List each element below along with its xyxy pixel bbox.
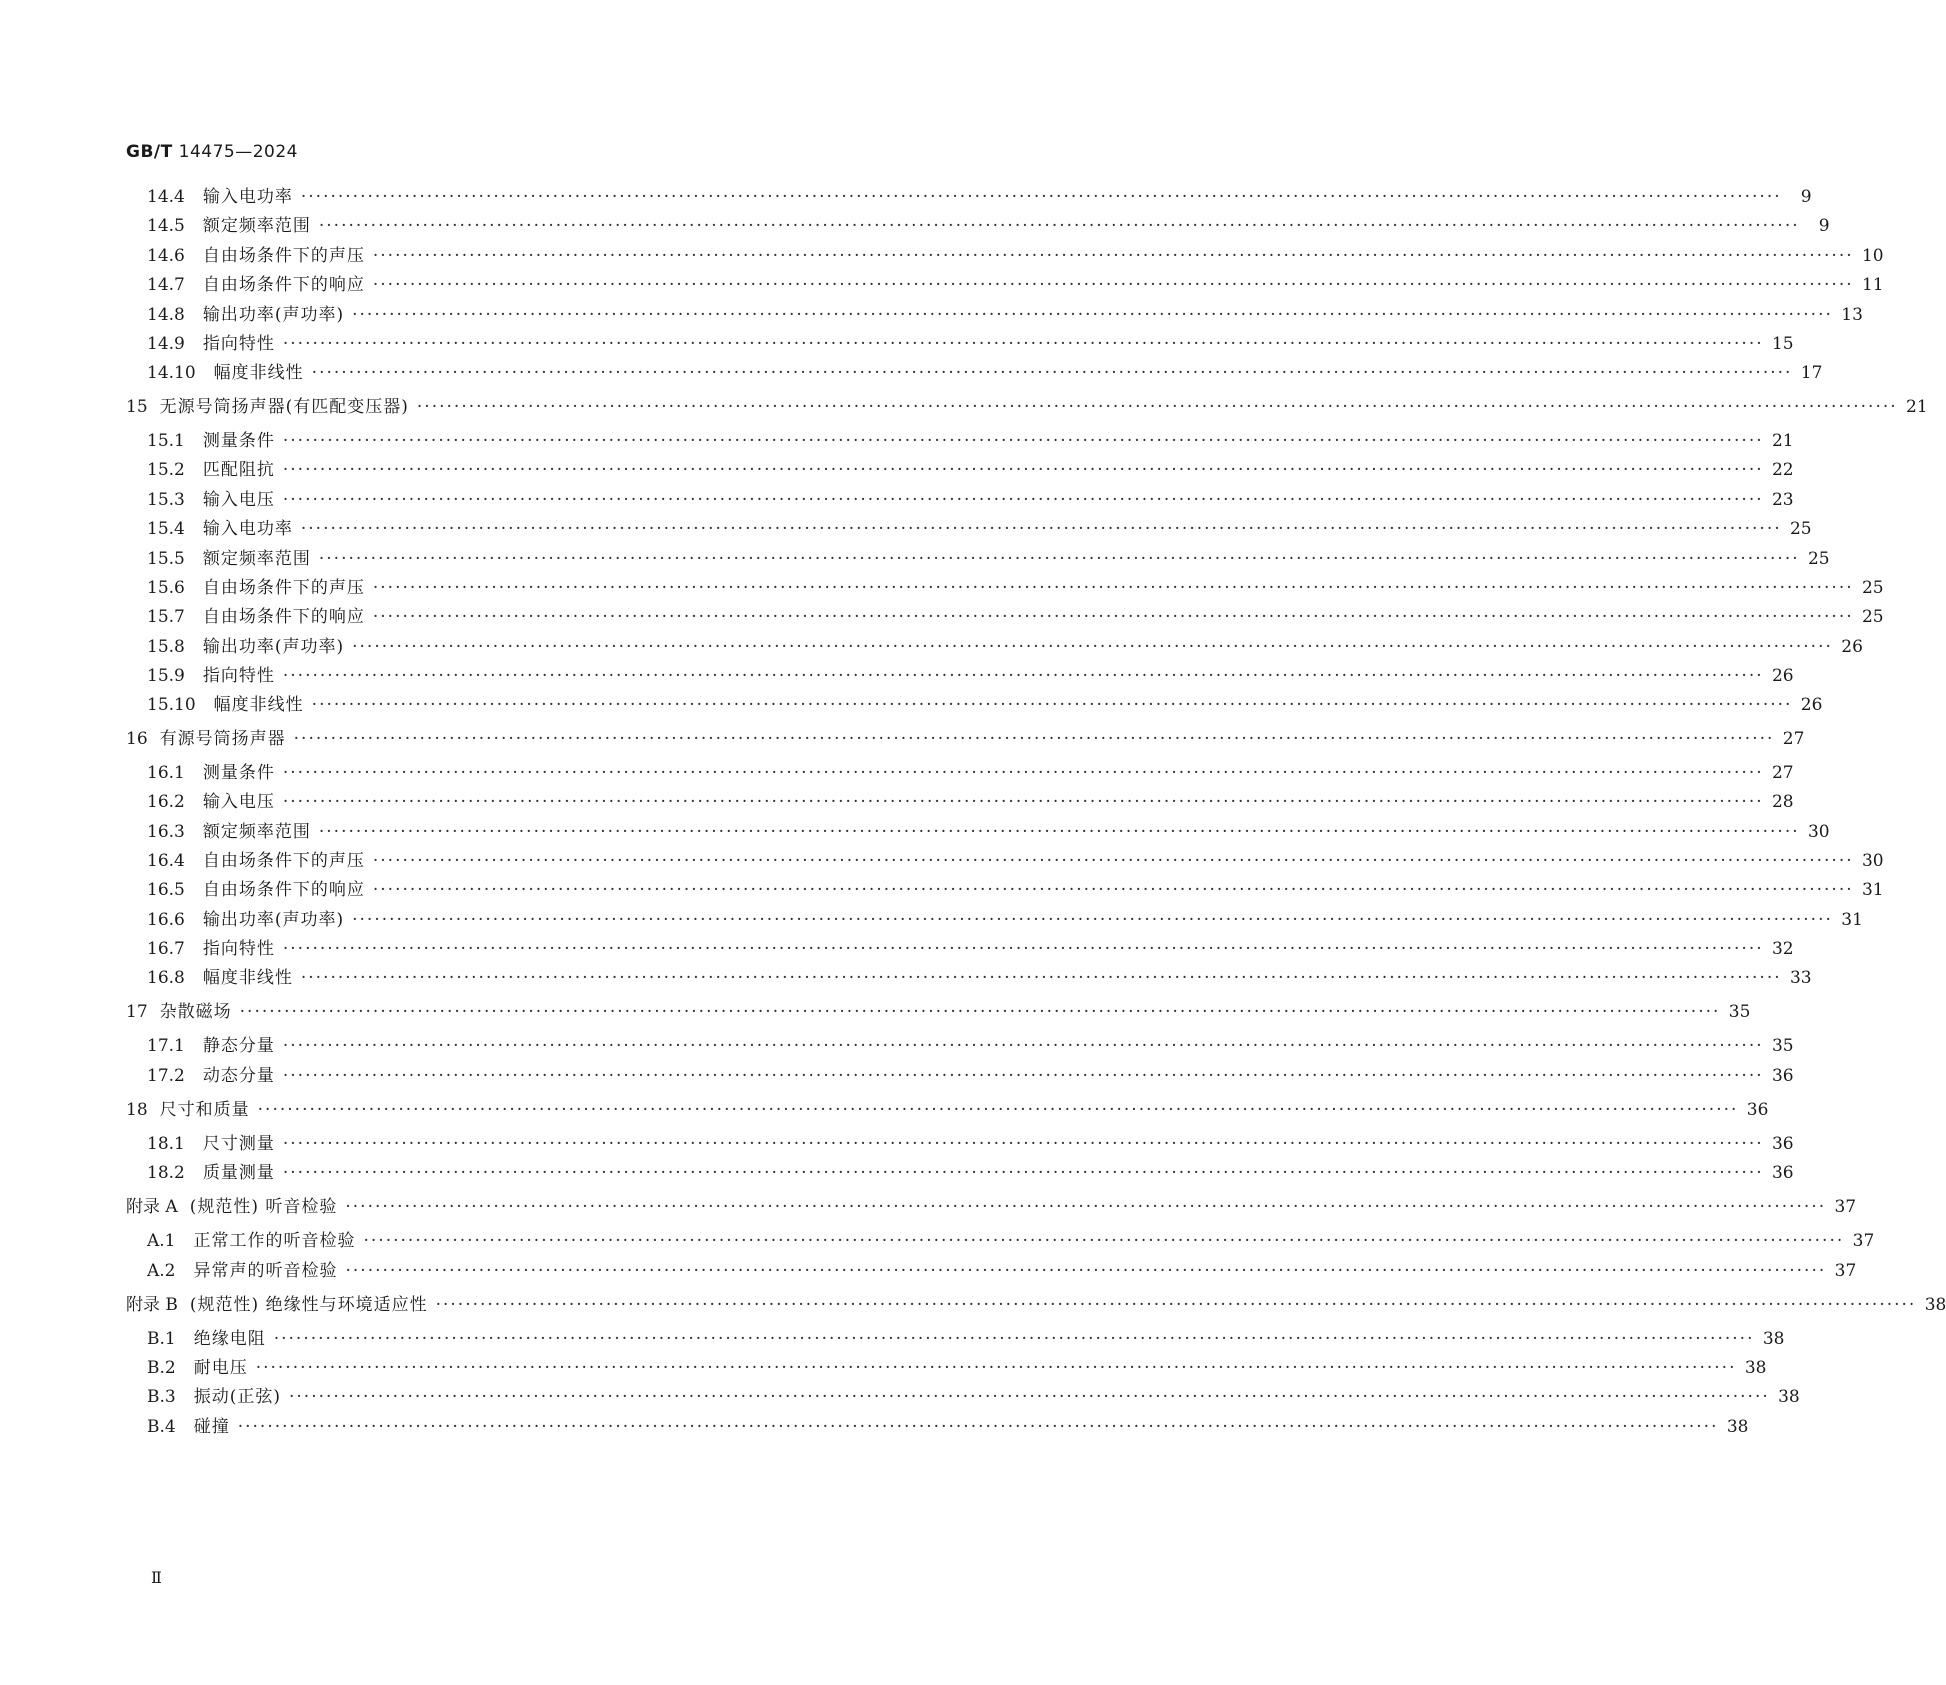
- toc-entry-page: 38: [1744, 1358, 1767, 1378]
- toc-entry[interactable]: [147, 875, 1884, 901]
- toc-entry-number: 17: [126, 1002, 148, 1022]
- toc-entry-title: 输入电功率: [202, 519, 293, 539]
- toc-entry-title: 自由场条件下的响应: [202, 607, 365, 627]
- toc-entry-number: 14.5: [147, 216, 185, 236]
- toc-leader-dots: ········································································································································································································: [372, 578, 1854, 598]
- toc-entry[interactable]: [147, 514, 1812, 540]
- toc-entry-title: 额定频率范围: [202, 549, 311, 569]
- toc-entry-page: 37: [1834, 1197, 1857, 1217]
- toc-leader-dots: ········································································································································································································: [300, 968, 1782, 988]
- standard-number: 14475—2024: [178, 142, 298, 162]
- toc-leader-dots: ········································································································································································································: [282, 1066, 1764, 1086]
- toc-entry[interactable]: [147, 426, 1794, 452]
- toc-entry[interactable]: [147, 1129, 1794, 1155]
- toc-entry-number: 15.4: [147, 519, 185, 539]
- toc-entry[interactable]: [147, 934, 1794, 960]
- toc-entry-page: 31: [1841, 910, 1863, 930]
- toc-leader-dots: ········································································································································································································: [257, 1100, 1739, 1120]
- toc-entry-page: 15: [1771, 334, 1794, 354]
- toc-leader-dots: ········································································································································································································: [352, 910, 1833, 930]
- toc-entry-title: 质量测量: [202, 1163, 275, 1183]
- toc-entry-page: 36: [1746, 1100, 1769, 1120]
- toc-entry-title: 杂散磁场: [159, 1002, 232, 1022]
- toc-leader-dots: ········································································································································································································: [318, 549, 1800, 569]
- toc-entry[interactable]: [147, 1353, 1767, 1379]
- toc-entry-title: 指向特性: [202, 334, 275, 354]
- toc-entry-number: B.1: [147, 1329, 176, 1349]
- toc-entry-page: 38: [1924, 1295, 1946, 1315]
- toc-leader-dots: ········································································································································································································: [282, 1134, 1764, 1154]
- toc-entry[interactable]: [147, 632, 1863, 658]
- toc-entry-title: 自由场条件下的声压: [202, 578, 365, 598]
- toc-entry-title: 幅度非线性: [213, 363, 304, 383]
- toc-entry[interactable]: [126, 997, 1751, 1023]
- toc-entry-number: 15.8: [147, 637, 185, 657]
- toc-entry-page: 11: [1861, 275, 1884, 295]
- toc-entry[interactable]: [126, 1290, 1946, 1316]
- toc-entry-number: 15.9: [147, 666, 185, 686]
- toc-entry-number: 15: [126, 397, 148, 417]
- toc-entry-page: 36: [1771, 1163, 1794, 1183]
- toc-entry-title: 异常声的听音检验: [193, 1261, 338, 1281]
- toc-leader-dots: ········································································································································································································: [318, 216, 1800, 236]
- toc-entry-number: 15.5: [147, 549, 185, 569]
- toc-entry-title: (规范性) 听音检验: [189, 1197, 338, 1217]
- toc-entry-number: 14.10: [147, 363, 196, 383]
- toc-entry-page: 26: [1841, 637, 1863, 657]
- toc-entry-title: 正常工作的听音检验: [193, 1231, 356, 1251]
- toc-entry[interactable]: [147, 270, 1884, 296]
- toc-entry[interactable]: [147, 455, 1794, 481]
- toc-entry-number: 15.1: [147, 431, 185, 451]
- toc-entry[interactable]: [126, 1192, 1857, 1218]
- toc-entry-page: 27: [1782, 729, 1805, 749]
- toc-entry-number: 18: [126, 1100, 148, 1120]
- toc-entry-title: 尺寸和质量: [159, 1100, 250, 1120]
- toc-entry-page: 26: [1771, 666, 1794, 686]
- toc-leader-dots: ········································································································································································································: [282, 666, 1764, 686]
- toc-entry-page: 35: [1728, 1002, 1751, 1022]
- toc-entry[interactable]: [147, 544, 1830, 570]
- toc-entry-title: 测量条件: [202, 431, 275, 451]
- toc-entry-title: 动态分量: [202, 1066, 275, 1086]
- toc-entry-title: 指向特性: [202, 666, 275, 686]
- toc-entry-title: 自由场条件下的响应: [202, 880, 365, 900]
- standard-prefix: GB/T: [126, 142, 173, 162]
- toc-entry[interactable]: [147, 485, 1794, 511]
- toc-entry[interactable]: [147, 573, 1884, 599]
- toc-entry[interactable]: [147, 758, 1794, 784]
- toc-entry-page: 33: [1789, 968, 1812, 988]
- toc-entry-number: A.1: [147, 1231, 176, 1251]
- toc-leader-dots: ········································································································································································································: [345, 1197, 1827, 1217]
- toc-entry-number: 附录 B: [126, 1295, 178, 1315]
- toc-entry[interactable]: [147, 602, 1884, 628]
- toc-entry[interactable]: [126, 392, 1928, 418]
- toc-entry[interactable]: [147, 182, 1812, 208]
- toc-entry-number: 16.7: [147, 939, 185, 959]
- toc-entry-page: 17: [1800, 363, 1823, 383]
- page-number: Ⅱ: [151, 1568, 162, 1587]
- toc-entry-number: 15.3: [147, 490, 185, 510]
- toc-entry-title: 振动(正弦): [193, 1387, 281, 1407]
- toc-leader-dots: ········································································································································································································: [372, 851, 1854, 871]
- toc-entry-number: B.3: [147, 1387, 176, 1407]
- toc-entry-number: 17.2: [147, 1066, 185, 1086]
- toc-leader-dots: ········································································································································································································: [282, 460, 1764, 480]
- toc-entry-page: 13: [1841, 305, 1863, 325]
- toc-leader-dots: ········································································································································································································: [311, 695, 1793, 715]
- toc-entry[interactable]: [147, 846, 1884, 872]
- toc-entry-number: 18.2: [147, 1163, 185, 1183]
- toc-entry-number: 16.3: [147, 822, 185, 842]
- toc-entry[interactable]: [147, 358, 1823, 384]
- toc-entry-title: 绝缘电阻: [193, 1329, 266, 1349]
- toc-leader-dots: ········································································································································································································: [282, 490, 1764, 510]
- toc-leader-dots: ········································································································································································································: [237, 1417, 1719, 1437]
- toc-entry-title: 测量条件: [202, 763, 275, 783]
- toc-entry-title: (规范性) 绝缘性与环境适应性: [189, 1295, 428, 1315]
- standard-header: [126, 142, 298, 162]
- toc-leader-dots: ········································································································································································································: [282, 1163, 1764, 1183]
- toc-entry-number: 16.5: [147, 880, 185, 900]
- toc-entry-title: 指向特性: [202, 939, 275, 959]
- toc-entry-page: 31: [1861, 880, 1884, 900]
- toc-entry-title: 自由场条件下的声压: [202, 851, 365, 871]
- toc-entry-page: 10: [1861, 246, 1884, 266]
- toc-leader-dots: ········································································································································································································: [255, 1358, 1737, 1378]
- toc-entry[interactable]: [147, 661, 1794, 687]
- toc-leader-dots: ········································································································································································································: [282, 334, 1764, 354]
- toc-entry-title: 耐电压: [193, 1358, 248, 1378]
- toc-entry[interactable]: [147, 1226, 1875, 1252]
- toc-entry[interactable]: [147, 1412, 1749, 1438]
- toc-leader-dots: ········································································································································································································: [311, 363, 1793, 383]
- toc-entry-title: 自由场条件下的响应: [202, 275, 365, 295]
- toc-entry-number: 附录 A: [126, 1197, 178, 1217]
- toc-leader-dots: ········································································································································································································: [372, 607, 1854, 627]
- toc-entry-title: 额定频率范围: [202, 822, 311, 842]
- toc-entry-page: 9: [1818, 216, 1830, 236]
- toc-entry-number: A.2: [147, 1261, 176, 1281]
- toc-leader-dots: ········································································································································································································: [282, 763, 1764, 783]
- toc-entry-page: 36: [1771, 1134, 1794, 1154]
- toc-entry-number: 16.4: [147, 851, 185, 871]
- toc-leader-dots: ········································································································································································································: [372, 246, 1854, 266]
- toc-entry-page: 30: [1807, 822, 1830, 842]
- toc-entry[interactable]: [126, 724, 1805, 750]
- toc-entry-page: 38: [1726, 1417, 1749, 1437]
- toc-entry-page: 25: [1861, 578, 1884, 598]
- toc-entry[interactable]: [147, 963, 1812, 989]
- toc-entry[interactable]: [147, 905, 1863, 931]
- toc-entry-number: 17.1: [147, 1036, 185, 1056]
- toc-entry-page: 25: [1789, 519, 1812, 539]
- toc-entry[interactable]: [126, 1095, 1769, 1121]
- toc-leader-dots: ········································································································································································································: [372, 880, 1854, 900]
- toc-entry-title: 输出功率(声功率): [202, 910, 345, 930]
- toc-entry-page: 9: [1800, 187, 1812, 207]
- toc-entry[interactable]: [147, 690, 1823, 716]
- toc-entry-number: 15.10: [147, 695, 196, 715]
- toc-entry[interactable]: [147, 1324, 1785, 1350]
- toc-entry[interactable]: [147, 329, 1794, 355]
- toc-entry-number: 16: [126, 729, 148, 749]
- toc-leader-dots: ········································································································································································································: [288, 1387, 1770, 1407]
- toc-entry-page: 28: [1771, 792, 1794, 812]
- toc-leader-dots: ········································································································································································································: [352, 637, 1833, 657]
- toc-entry[interactable]: [147, 211, 1830, 237]
- toc-entry-title: 自由场条件下的声压: [202, 246, 365, 266]
- toc-leader-dots: ········································································································································································································: [282, 939, 1764, 959]
- toc-entry-page: 38: [1778, 1387, 1800, 1407]
- toc-entry-page: 21: [1771, 431, 1794, 451]
- toc-entry-page: 35: [1771, 1036, 1794, 1056]
- toc-entry-number: 15.6: [147, 578, 185, 598]
- toc-leader-dots: ········································································································································································································: [282, 431, 1764, 451]
- toc-entry-title: 幅度非线性: [202, 968, 293, 988]
- toc-entry-page: 38: [1762, 1329, 1785, 1349]
- toc-entry-title: 输入电功率: [202, 187, 293, 207]
- toc-leader-dots: ········································································································································································································: [282, 1036, 1764, 1056]
- toc-entry-number: 16.2: [147, 792, 185, 812]
- toc-entry-number: 15.7: [147, 607, 185, 627]
- toc-leader-dots: ········································································································································································································: [363, 1231, 1845, 1251]
- toc-entry-number: 14.7: [147, 275, 185, 295]
- toc-entry[interactable]: [147, 300, 1863, 326]
- toc-entry[interactable]: [147, 1382, 1800, 1408]
- toc-entry-title: 额定频率范围: [202, 216, 311, 236]
- toc-entry-title: 匹配阻抗: [202, 460, 275, 480]
- toc-entry-title: 有源号筒扬声器: [159, 729, 286, 749]
- toc-entry-title: 输入电压: [202, 490, 275, 510]
- toc-entry-title: 静态分量: [202, 1036, 275, 1056]
- toc-leader-dots: ········································································································································································································: [282, 792, 1764, 812]
- toc-entry-title: 输入电压: [202, 792, 275, 812]
- toc-entry-page: 25: [1807, 549, 1830, 569]
- toc-entry-page: 23: [1771, 490, 1794, 510]
- toc-entry-page: 25: [1861, 607, 1884, 627]
- toc-entry-title: 幅度非线性: [213, 695, 304, 715]
- toc-leader-dots: ········································································································································································································: [293, 729, 1775, 749]
- toc-entry-number: 16.1: [147, 763, 185, 783]
- toc-entry[interactable]: [147, 1031, 1794, 1057]
- toc-entry-number: 14.6: [147, 246, 185, 266]
- toc-entry-title: 输出功率(声功率): [202, 305, 345, 325]
- toc-leader-dots: ········································································································································································································: [416, 397, 1898, 417]
- toc-entry[interactable]: [147, 241, 1884, 267]
- toc-entry-page: 22: [1771, 460, 1794, 480]
- toc-leader-dots: ········································································································································································································: [273, 1329, 1755, 1349]
- toc-entry[interactable]: [147, 787, 1794, 813]
- toc-entry-number: 14.8: [147, 305, 185, 325]
- toc-entry-page: 27: [1771, 763, 1794, 783]
- toc-entry-number: B.4: [147, 1417, 176, 1437]
- toc-entry[interactable]: [147, 1061, 1794, 1087]
- toc-entry-number: 18.1: [147, 1134, 185, 1154]
- toc-entry-title: 尺寸测量: [202, 1134, 275, 1154]
- toc-entry[interactable]: [147, 1158, 1794, 1184]
- toc-entry-title: 输出功率(声功率): [202, 637, 345, 657]
- toc-entry-page: 32: [1771, 939, 1794, 959]
- toc-entry[interactable]: [147, 817, 1830, 843]
- toc-leader-dots: ········································································································································································································: [345, 1261, 1827, 1281]
- toc-leader-dots: ········································································································································································································: [300, 187, 1782, 207]
- toc-entry-number: 16.6: [147, 910, 185, 930]
- toc-entry-number: 14.4: [147, 187, 185, 207]
- toc-leader-dots: ········································································································································································································: [300, 519, 1782, 539]
- toc-entry-title: 碰撞: [193, 1417, 230, 1437]
- toc-entry-page: 37: [1852, 1231, 1875, 1251]
- toc-leader-dots: ········································································································································································································: [318, 822, 1800, 842]
- toc-entry-page: 36: [1771, 1066, 1794, 1086]
- toc-leader-dots: ········································································································································································································: [239, 1002, 1721, 1022]
- toc-leader-dots: ········································································································································································································: [372, 275, 1854, 295]
- toc-entry-title: 无源号筒扬声器(有匹配变压器): [159, 397, 409, 417]
- toc-leader-dots: ········································································································································································································: [352, 305, 1833, 325]
- toc-entry[interactable]: [147, 1256, 1857, 1282]
- toc-entry-page: 30: [1861, 851, 1884, 871]
- toc-entry-number: 16.8: [147, 968, 185, 988]
- toc-entry-page: 26: [1800, 695, 1823, 715]
- toc-entry-page: 37: [1834, 1261, 1857, 1281]
- toc-entry-number: 14.9: [147, 334, 185, 354]
- toc-leader-dots: ········································································································································································································: [435, 1295, 1917, 1315]
- toc-entry-page: 21: [1906, 397, 1928, 417]
- toc-entry-number: 15.2: [147, 460, 185, 480]
- toc-entry-number: B.2: [147, 1358, 176, 1378]
